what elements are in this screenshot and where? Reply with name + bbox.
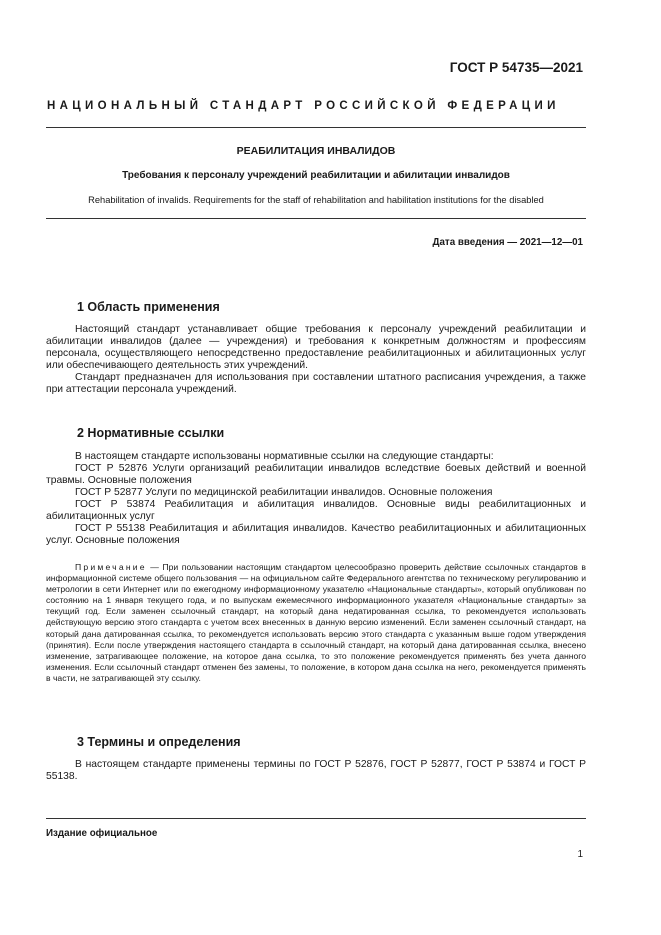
note-label: Примечание	[75, 562, 147, 572]
page-number: 1	[577, 849, 583, 860]
paragraph: В настоящем стандарте применены термины по ГОСТ Р 52876, ГОСТ Р 52877, ГОСТ Р 53874 и ГОСТ Р 55138.	[46, 759, 586, 782]
reference-item: ГОСТ Р 55138 Реабилитация и абилитация инвалидов. Качество реабилитационных и абилитационных услуг. Основные положения	[46, 523, 586, 546]
reference-item: ГОСТ Р 53874 Реабилитация и абилитация инвалидов. Основные виды реабилитационных и абилитационных услуг	[46, 499, 586, 522]
section-2-note	[46, 562, 586, 684]
header-divider	[46, 127, 586, 128]
section-2-heading: 2 Нормативные ссылки	[77, 426, 225, 440]
section-1-body	[46, 324, 586, 396]
introduction-date: Дата введения — 2021—12—01	[432, 237, 583, 248]
reference-item: ГОСТ Р 52876 Услуги организаций реабилитации инвалидов вследствие боевых действий и военной травмы. Основные положения	[46, 463, 586, 486]
paragraph: Настоящий стандарт устанавливает общие требования к персоналу учреждений реабилитации и абилитации инвалидов (далее — учреждения) и требования к конкретным должностям и профессиям персонала, осуществляющего непосредственно предоставление реабилитационных и абилитационных услуг или обеспечивающего деятельность этих учреждений.	[46, 324, 586, 371]
section-1-heading: 1 Область применения	[77, 300, 220, 314]
official-edition-label: Издание официальное	[46, 828, 158, 839]
standard-number: ГОСТ Р 54735—2021	[449, 60, 583, 75]
national-standard-banner: НАЦИОНАЛЬНЫЙ СТАНДАРТ РОССИЙСКОЙ ФЕДЕРАЦИИ	[47, 100, 560, 112]
section-3-heading: 3 Термины и определения	[77, 735, 241, 749]
paragraph: Стандарт предназначен для использования при составлении штатного расписания учреждения, а также при аттестации персонала учреждений.	[46, 372, 586, 395]
document-title: РЕАБИЛИТАЦИЯ ИНВАЛИДОВ	[236, 145, 396, 157]
paragraph: В настоящем стандарте использованы нормативные ссылки на следующие стандарты:	[75, 451, 494, 462]
footer-divider	[46, 818, 586, 819]
reference-item: ГОСТ Р 52877 Услуги по медицинской реабилитации инвалидов. Основные положения	[75, 487, 493, 498]
document-subtitle: Требования к персоналу учреждений реабилитации и абилитации инвалидов	[122, 170, 510, 181]
title-divider	[46, 218, 586, 219]
section-2-body	[46, 451, 586, 547]
note-text: — При пользовании настоящим стандартом целесообразно проверить действие ссылочных стандартов в информационной системе общего пользования — на официальном сайте Федерального агентства по техническому регулированию и метрологии в сети Интернет или по ежегодному информационному указателю «Национальные стандарты», который опубликован по состоянию на 1 января текущего года, и по выпускам ежемесячного информационного указателя «Национальные стандарты» за текущий год. Если заменен ссылочный стандарт, на который дана недатированная ссылка, то рекомендуется использовать действующую версию этого стандарта с учетом всех внесенных в данную версию изменений. Если заменен ссылочный стандарт, на который дана датированная ссылка, то рекомендуется использовать версию этого стандарта с указанным выше годом утверждения (принятия). Если после утверждения настоящего стандарта в ссылочный стандарт, на который дана датированная ссылка, внесено изменение, затрагивающее положение, на которое дана ссылка, то это положение рекомендуется применять без учета данного изменения. Если ссылочный стандарт отменен без замены, то положение, в котором дана ссылка на него, рекомендуется применять в части, не затрагивающей эту ссылку.	[46, 562, 586, 683]
section-3-body	[46, 759, 586, 783]
note-paragraph	[46, 562, 586, 684]
english-title: Rehabilitation of invalids. Requirements for the staff of rehabilitation and habilitation institutions for the disabled	[88, 195, 544, 205]
